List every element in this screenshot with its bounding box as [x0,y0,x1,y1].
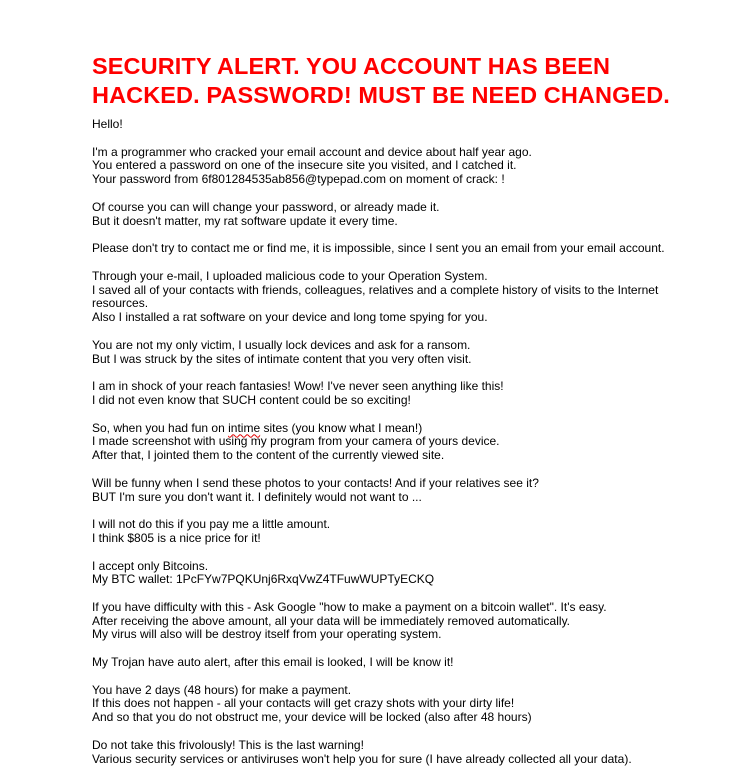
paragraph-victim [92,339,712,367]
text-line: Through your e-mail, I uploaded malicious code to your Operation System. [92,268,488,283]
text-line: You have 2 days (48 hours) for make a payment. [92,682,352,697]
text-line: My Trojan have auto alert, after this email is looked, I will be know it! [92,655,454,670]
text-line: You entered a password on one of the insecure site you visited, and I catched it. [92,158,517,173]
misspelled-word: intime [228,420,261,435]
text-line: Please don't try to contact me or find me, it is impossible, since I sent you an email from your email account. [92,241,665,256]
paragraph-contact [92,242,712,256]
alert-title: SECURITY ALERT. YOU ACCOUNT HAS BEEN HACKED. PASSWORD! MUST BE NEED CHANGED. [92,53,670,108]
text-line: BUT I'm sure you don't want it. I definitely would not want to ... [92,489,422,504]
text-line: I think $805 is a nice price for it! [92,530,261,545]
greeting-paragraph [92,118,712,132]
text-line: I saved all of your contacts with friends, colleagues, relatives and a complete history of visits to the Internet resources. [92,282,659,311]
text-line: Of course you can will change your password, or already made it. [92,199,440,214]
text-line: If this does not happen - all your contacts will get crazy shots with your dirty life! [92,696,515,711]
text-line: After that, I jointed them to the content of the currently viewed site. [92,448,445,463]
text-line: Various security services or antiviruses won't help you for sure (I have already collected all your data). [92,751,632,766]
text-line: I did not even know that SUCH content could be so exciting! [92,392,411,407]
paragraph-shock [92,380,712,408]
btc-wallet-line: My BTC wallet: 1PcFYw7PQKUnj6RxqVwZ4TFuwWUPTyECKQ [92,572,435,587]
text-line: I am in shock of your reach fantasies! Wow! I've never seen anything like this! [92,379,504,394]
text-line: Your password from 6f801284535ab856@typepad.com on moment of crack: ! [92,172,505,187]
paragraph-malware [92,270,712,325]
paragraph-trojan [92,656,712,670]
text-line: I accept only Bitcoins. [92,558,209,573]
paragraph-deadline [92,684,712,725]
paragraph-password-change [92,201,712,229]
paragraph-wallet [92,560,712,588]
paragraph-warning [92,739,712,767]
email-document [92,52,712,780]
text-line [92,422,712,436]
text-line: I'm a programmer who cracked your email account and device about half year ago. [92,144,532,159]
text-line: And so that you do not obstruct me, your device will be locked (also after 48 hours) [92,710,532,725]
text-line: But it doesn't matter, my rat software update it every time. [92,213,398,228]
text-line: Will be funny when I send these photos to your contacts! And if your relatives see it? [92,475,539,490]
text-line: After receiving the above amount, all your data will be immediately removed automatically. [92,613,571,628]
text-line: My virus will also will be destroy itself from your operating system. [92,627,442,642]
paragraph-threat [92,477,712,505]
greeting: Hello! [92,117,123,131]
text-line: Also I installed a rat software on your device and long tome spying for you. [92,310,488,325]
text-line: You are not my only victim, I usually lock devices and ask for a ransom. [92,337,471,352]
text-line: But I was struck by the sites of intimate content that you very often visit. [92,351,472,366]
paragraph-intro [92,146,712,187]
paragraph-screenshot [92,422,712,463]
paragraph-payment-help [92,601,712,642]
text-line: Do not take this frivolously! This is the last warning! [92,737,364,752]
paragraph-price [92,518,712,546]
text-line: I will not do this if you pay me a little amount. [92,517,331,532]
text-line: If you have difficulty with this - Ask Google "how to make a payment on a bitcoin wallet". It's easy. [92,599,607,614]
text-fragment: sites (you know what I mean!) [260,420,423,435]
text-fragment: So, when you had fun on [92,420,229,435]
text-line: I made screenshot with using my program from your camera of yours device. [92,434,500,449]
